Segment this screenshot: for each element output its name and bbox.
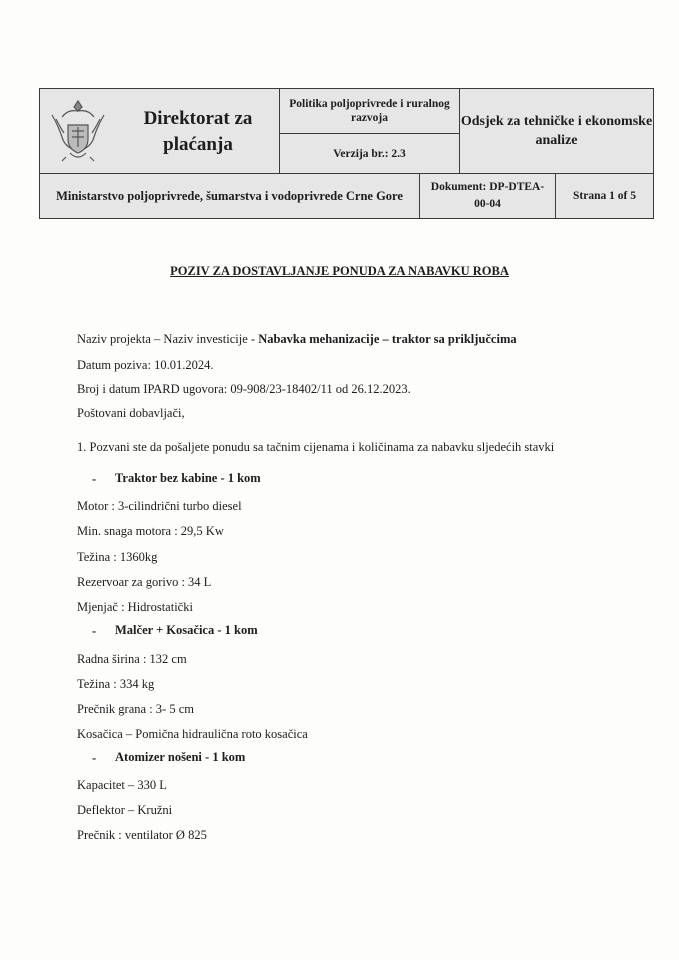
- project-line: [77, 332, 517, 347]
- item-heading-atomizer: Atomizer nošeni - 1 kom: [115, 750, 246, 764]
- greeting-line: Poštovani dobavljači,: [77, 406, 185, 420]
- item-bullet: -: [92, 751, 97, 765]
- spec-line: Težina : 334 kg: [77, 677, 155, 691]
- coat-of-arms-emblem: [48, 97, 108, 163]
- directorate-title: Direktorat za plaćanja: [143, 107, 253, 155]
- spec-line: Deflektor – Kružni: [77, 803, 173, 817]
- department-cell: Odsjek za tehničke i ekonomske analize: [460, 89, 653, 174]
- item-bullet: -: [92, 624, 97, 638]
- document-header-table: [39, 88, 654, 219]
- item-bullet: -: [92, 472, 97, 486]
- contract-line: Broj i datum IPARD ugovora: 09-908/23-18402/11 od 26.12.2023.: [77, 382, 411, 396]
- spec-line: Prečnik : ventilator Ø 825: [77, 828, 207, 842]
- directorate-cell: [40, 89, 280, 174]
- document-code-cell: Dokument: DP-DTEA-00-04: [420, 174, 556, 218]
- project-value: Nabavka mehanizacije – traktor sa priključcima: [258, 332, 517, 346]
- spec-line: Rezervoar za gorivo : 34 L: [77, 575, 212, 589]
- project-label: Naziv projekta – Naziv investicije -: [77, 332, 259, 346]
- item-heading-mulcher: Malčer + Kosačica - 1 kom: [115, 623, 258, 637]
- page-number-cell: Strana 1 of 5: [573, 190, 636, 202]
- ministry-cell: Ministarstvo poljoprivrede, šumarstva i vodoprivrede Crne Gore: [40, 174, 420, 218]
- document-title: POZIV ZA DOSTAVLJANJE PONUDA ZA NABAVKU ROBA: [170, 264, 509, 278]
- date-line: Datum poziva: 10.01.2024.: [77, 358, 214, 372]
- spec-line: Kapacitet – 330 L: [77, 778, 167, 792]
- version-cell: Verzija br.: 2.3: [280, 134, 460, 174]
- spec-line: Min. snaga motora : 29,5 Kw: [77, 524, 224, 538]
- spec-line: Kosačica – Pomična hidraulična roto kosačica: [77, 727, 308, 741]
- policy-cell: Politika poljoprivrede i ruralnog razvoja: [280, 89, 460, 134]
- spec-line: Prečnik grana : 3- 5 cm: [77, 702, 194, 716]
- spec-line: Radna širina : 132 cm: [77, 652, 187, 666]
- item-heading-tractor: Traktor bez kabine - 1 kom: [115, 471, 261, 485]
- spec-line: Mjenjač : Hidrostatički: [77, 600, 193, 614]
- item-intro-line: 1. Pozvani ste da pošaljete ponudu sa tačnim cijenama i količinama za nabavku sljedećih stavki: [77, 440, 555, 454]
- spec-line: Motor : 3-cilindrični turbo diesel: [77, 499, 242, 513]
- spec-line: Težina : 1360kg: [77, 550, 158, 564]
